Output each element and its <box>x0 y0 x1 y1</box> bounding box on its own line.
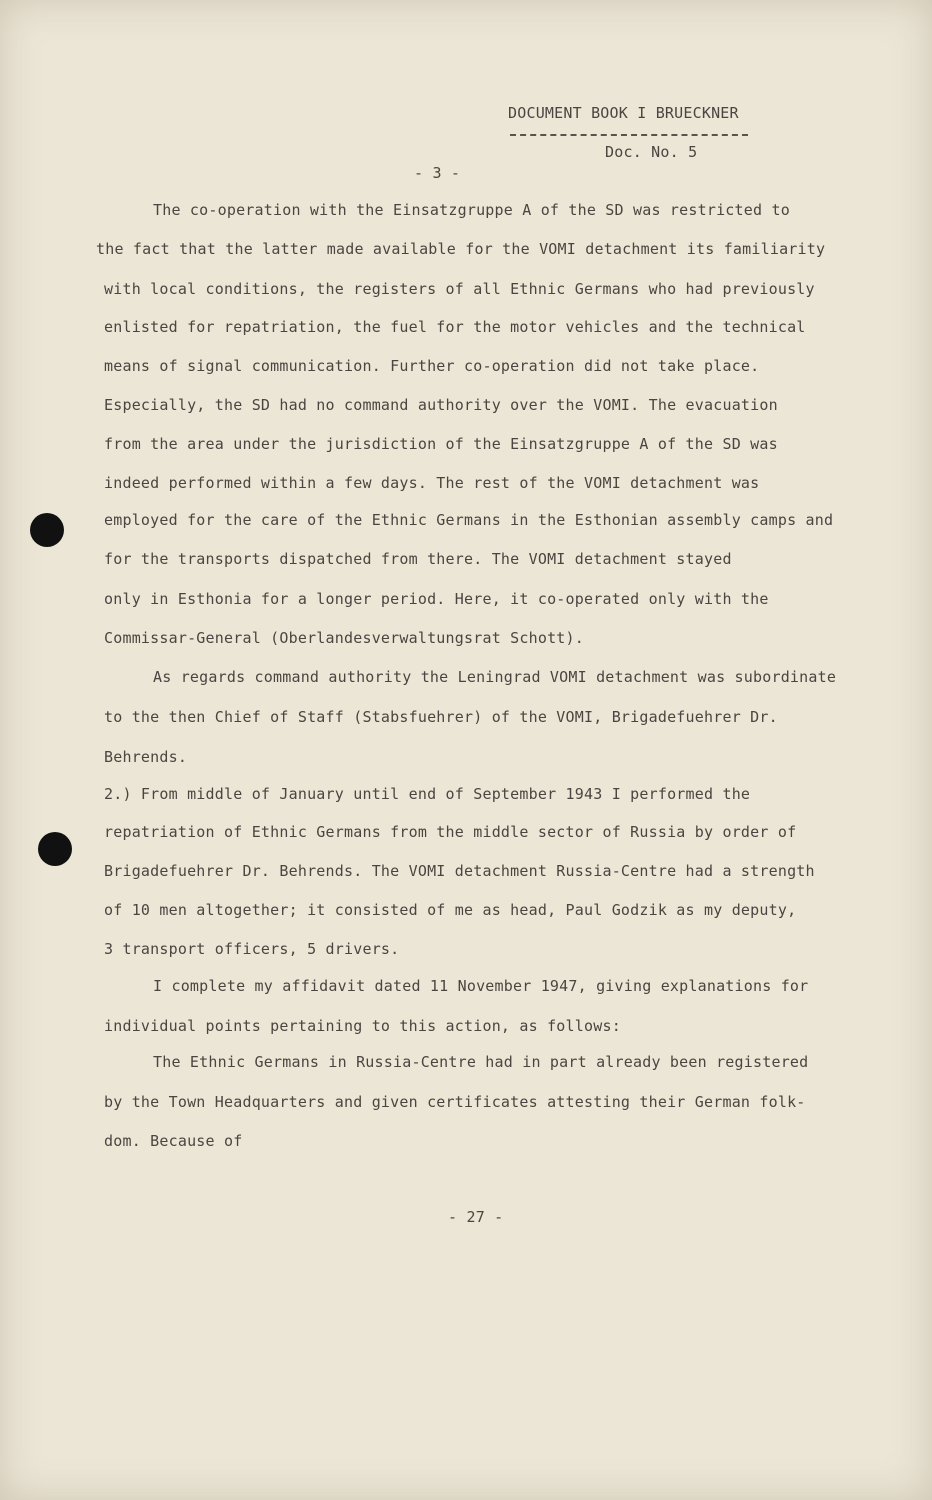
body-line: by the Town Headquarters and given certificates attesting their German folk- <box>104 1093 806 1111</box>
body-line: Behrends. <box>104 748 188 766</box>
body-line: Especially, the SD had no command authority over the VOMI. The evacuation <box>104 396 778 414</box>
body-line: from the area under the jurisdiction of the Einsatzgruppe A of the SD was <box>104 435 778 453</box>
body-line: As regards command authority the Leningrad VOMI detachment was subordinate <box>153 668 837 686</box>
body-line: with local conditions, the registers of all Ethnic Germans who had previously <box>104 280 815 298</box>
body-line: indeed performed within a few days. The rest of the VOMI detachment was <box>104 474 760 492</box>
body-line: dom. Because of <box>104 1132 243 1150</box>
header-rule <box>510 134 748 136</box>
body-line: of 10 men altogether; it consisted of me as head, Paul Godzik as my deputy, <box>104 901 797 919</box>
body-line: Commissar-General (Oberlandesverwaltungsrat Schott). <box>104 629 584 647</box>
body-line: 3 transport officers, 5 drivers. <box>104 940 400 958</box>
page-marker: - 3 - <box>414 164 461 182</box>
body-line: The Ethnic Germans in Russia-Centre had in part already been registered <box>153 1053 809 1071</box>
punch-hole-upper <box>30 513 64 547</box>
body-line: 2.) From middle of January until end of September 1943 I performed the <box>104 785 751 803</box>
body-line: employed for the care of the Ethnic Germans in the Esthonian assembly camps and <box>104 511 834 529</box>
body-line: to the then Chief of Staff (Stabsfuehrer) of the VOMI, Brigadefuehrer Dr. <box>104 708 778 726</box>
page-number: - 27 - <box>448 1208 504 1226</box>
body-line: The co-operation with the Einsatzgruppe A of the SD was restricted to <box>153 201 790 219</box>
body-line: individual points pertaining to this action, as follows: <box>104 1017 621 1035</box>
body-line: Brigadefuehrer Dr. Behrends. The VOMI detachment Russia-Centre had a strength <box>104 862 815 880</box>
body-line: the fact that the latter made available for the VOMI detachment its familiarity <box>96 240 826 258</box>
body-line: I complete my affidavit dated 11 November 1947, giving explanations for <box>153 977 809 995</box>
document-book-title: DOCUMENT BOOK I BRUECKNER <box>508 104 739 122</box>
body-line: for the transports dispatched from there. The VOMI detachment stayed <box>104 550 732 568</box>
document-number: Doc. No. 5 <box>605 143 698 161</box>
body-line: repatriation of Ethnic Germans from the middle sector of Russia by order of <box>104 823 797 841</box>
body-line: means of signal communication. Further co-operation did not take place. <box>104 357 760 375</box>
body-line: enlisted for repatriation, the fuel for the motor vehicles and the technical <box>104 318 806 336</box>
body-line: only in Esthonia for a longer period. Here, it co-operated only with the <box>104 590 769 608</box>
punch-hole-lower <box>38 832 72 866</box>
